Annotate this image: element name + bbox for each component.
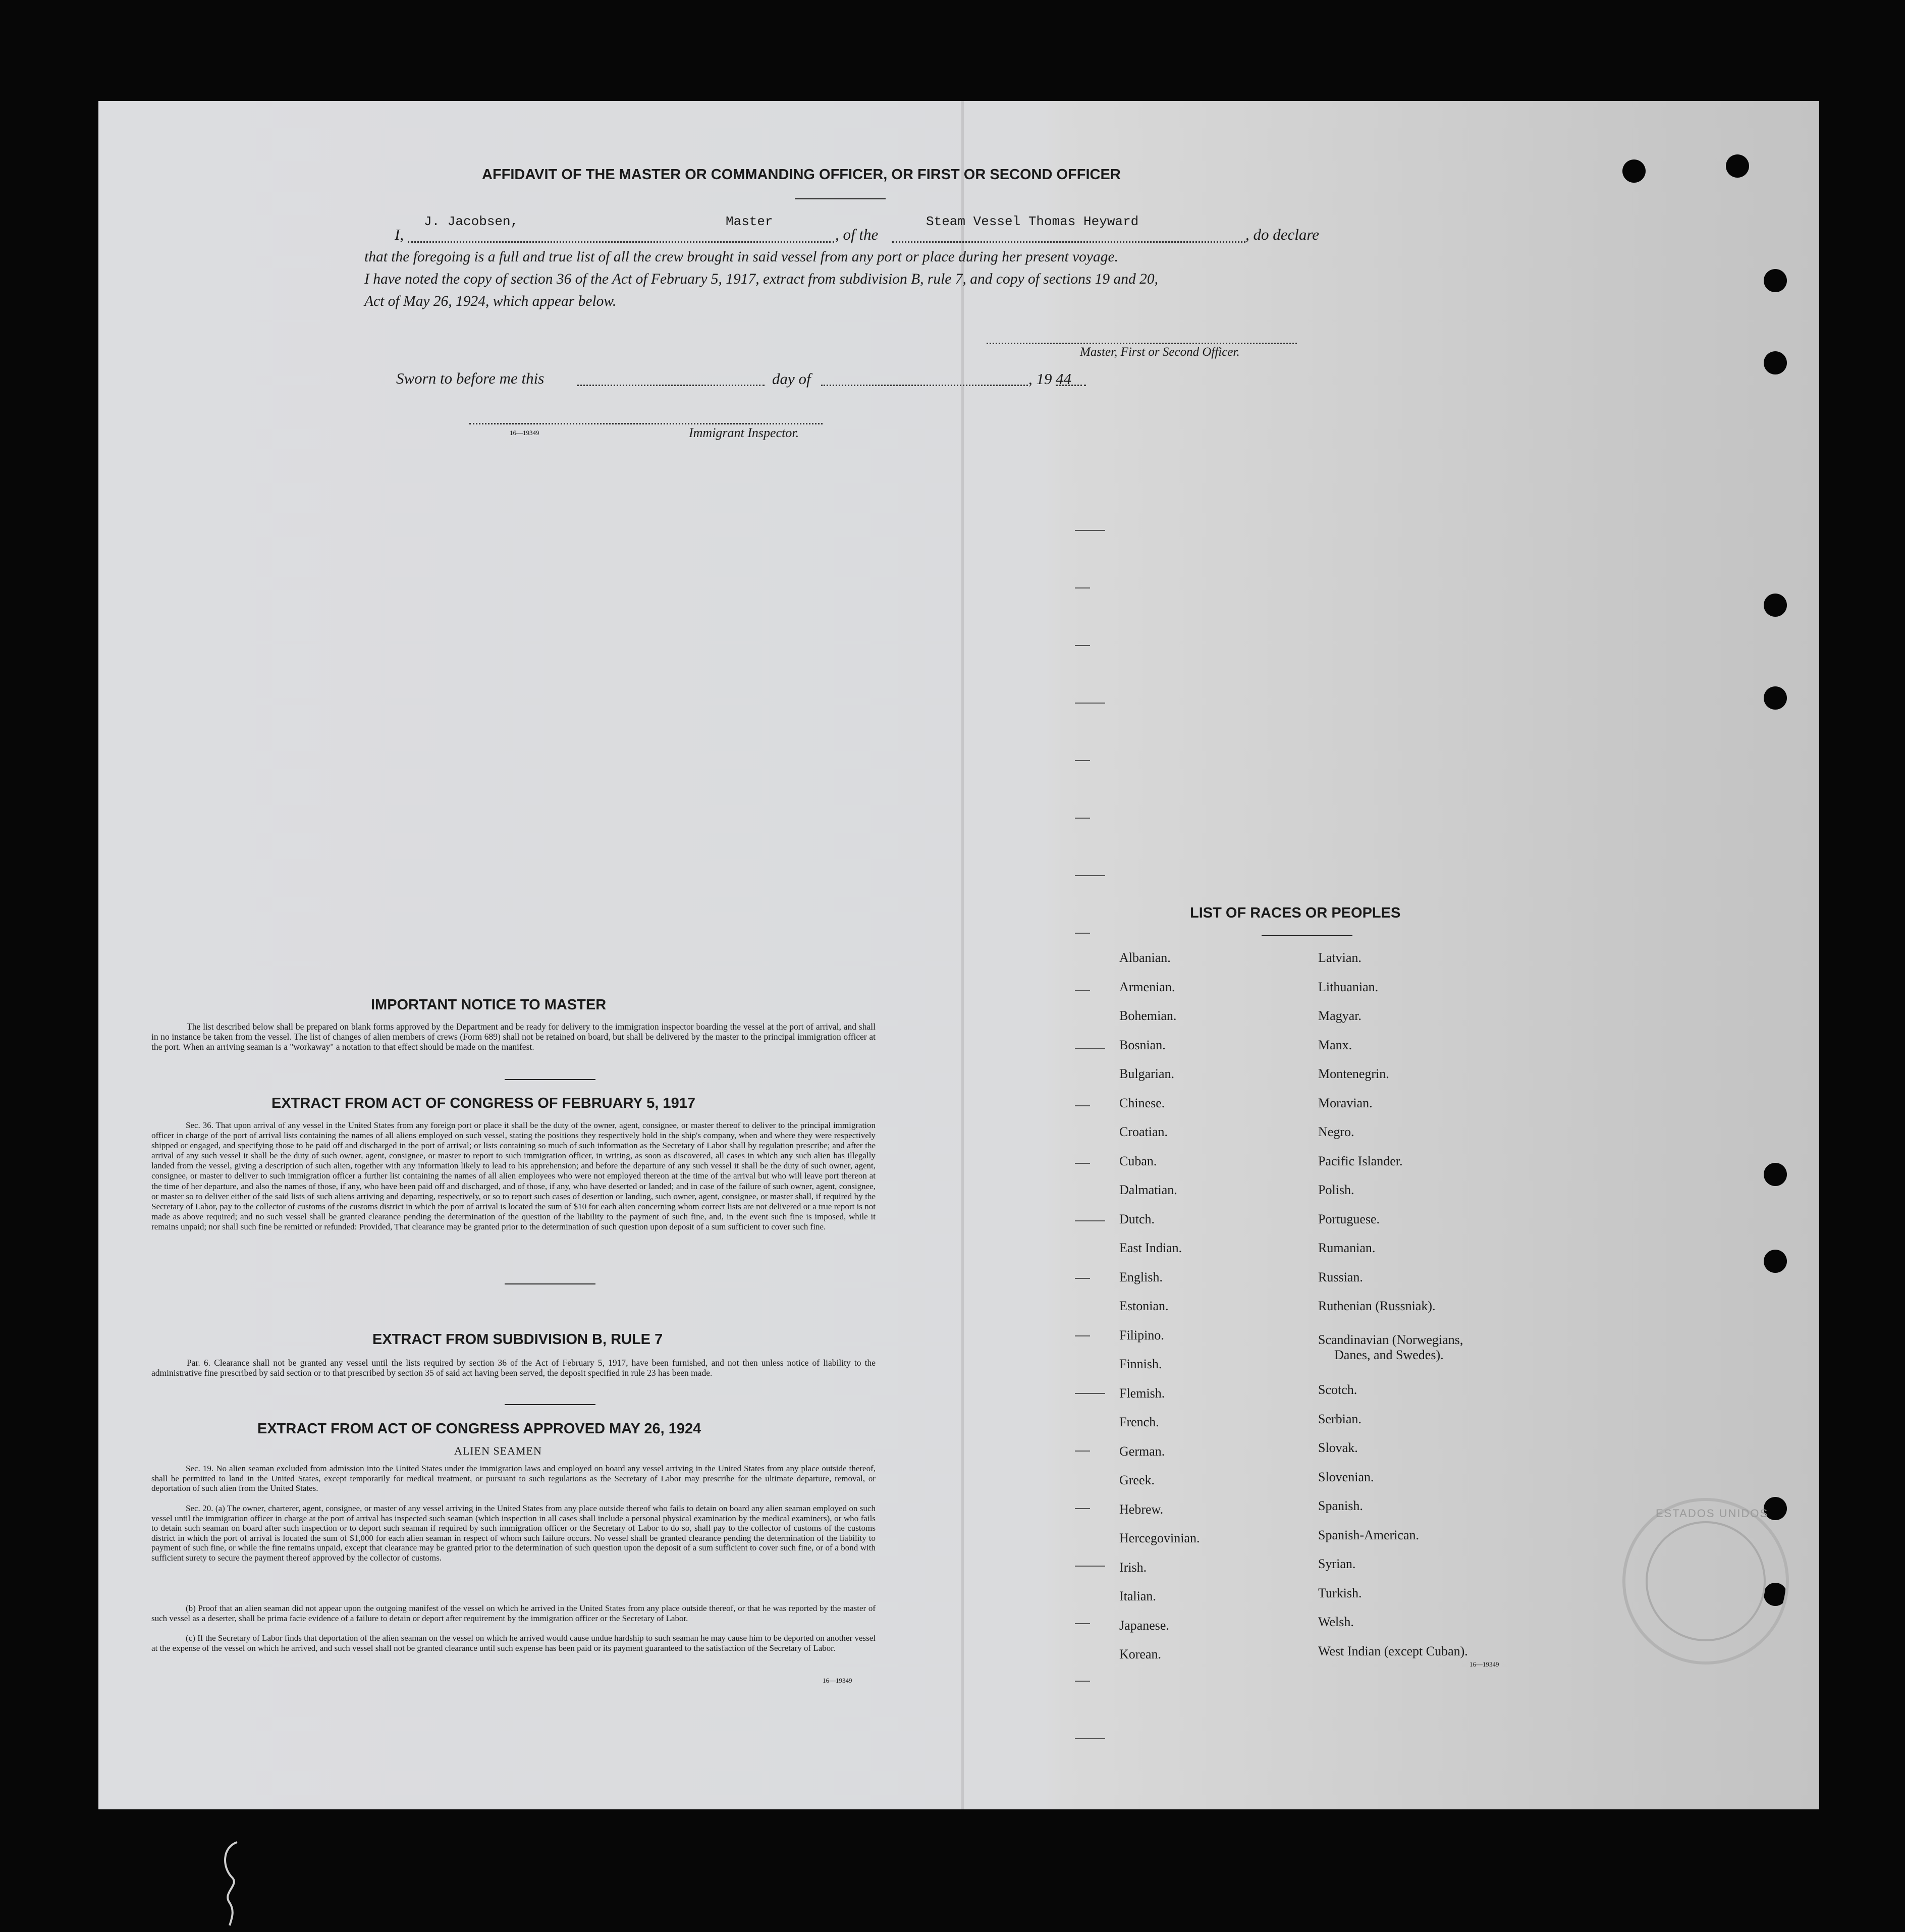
notice-title: IMPORTANT NOTICE TO MASTER bbox=[371, 997, 607, 1013]
extract-1924-title: EXTRACT FROM ACT OF CONGRESS APPROVED MAY 26, 1924 bbox=[257, 1421, 701, 1437]
extract-1924-sec20b: (b) Proof that an alien seaman did not appear upon the outgoing manifest of the vessel on which he arrived in the United States from any place outside thereof, or that he was reported by the master of such vessel as a deserter, shall be prima facie evidence of a failure to detain or deport after requirement by the immigration officer or the Secretary of Labor. bbox=[151, 1603, 876, 1623]
binder-hole bbox=[1764, 1250, 1787, 1273]
race-item: West Indian (except Cuban). bbox=[1318, 1643, 1468, 1658]
margin-tick bbox=[1075, 1278, 1090, 1279]
race-item: Slovak. bbox=[1318, 1440, 1358, 1455]
sworn-day-line bbox=[577, 385, 765, 386]
binder-hole bbox=[1764, 594, 1787, 617]
section-rule bbox=[505, 1079, 595, 1080]
race-item: Bosnian. bbox=[1119, 1037, 1166, 1052]
race-item: Croatian. bbox=[1119, 1124, 1168, 1139]
race-item: Hercegovinian. bbox=[1119, 1531, 1200, 1545]
race-item: Greek. bbox=[1119, 1473, 1155, 1487]
race-item: East Indian. bbox=[1119, 1241, 1182, 1255]
race-item: Ruthenian (Russniak). bbox=[1318, 1299, 1436, 1313]
margin-tick bbox=[1075, 703, 1105, 704]
year-value: 44 bbox=[1056, 370, 1071, 388]
race-item: Moravian. bbox=[1318, 1095, 1373, 1110]
race-item: Estonian. bbox=[1119, 1299, 1169, 1313]
binder-hole bbox=[1622, 159, 1646, 183]
race-item: Armenian. bbox=[1119, 979, 1175, 994]
signature-line bbox=[987, 343, 1297, 344]
year-prefix: , 19 bbox=[1028, 370, 1052, 388]
affidavit-line-2: I have noted the copy of section 36 of the Act of February 5, 1917, extract from subdivision B, rule 7, and copy of sections 19 and 20, bbox=[364, 271, 1159, 287]
race-item: Pacific Islander. bbox=[1318, 1153, 1403, 1168]
margin-tick bbox=[1075, 1393, 1105, 1394]
year-line bbox=[1056, 385, 1086, 386]
race-item: Italian. bbox=[1119, 1589, 1156, 1603]
race-item: Albanian. bbox=[1119, 950, 1171, 965]
name-value: J. Jacobsen, bbox=[424, 214, 519, 229]
race-item: Welsh. bbox=[1318, 1615, 1354, 1629]
form-number: 16—19349 bbox=[1469, 1660, 1499, 1668]
seal-text: ESTADOS UNIDOS bbox=[1656, 1507, 1769, 1520]
margin-tick bbox=[1075, 1681, 1090, 1682]
margin-tick bbox=[1075, 1163, 1090, 1164]
binder-hole bbox=[1764, 686, 1787, 710]
margin-tick bbox=[1075, 645, 1090, 646]
signature-caption: Master, First or Second Officer. bbox=[1080, 345, 1240, 359]
vessel-value: Steam Vessel Thomas Heyward bbox=[926, 214, 1139, 229]
form-number: 16—19349 bbox=[823, 1677, 852, 1684]
margin-tick bbox=[1075, 990, 1090, 991]
race-item: Scandinavian (Norwegians, bbox=[1318, 1332, 1463, 1347]
margin-tick bbox=[1075, 1623, 1090, 1624]
vessel-field-line bbox=[892, 241, 1245, 243]
races-title-rule bbox=[1262, 935, 1352, 936]
affidavit-line-1: that the foregoing is a full and true list of all the crew brought in said vessel from any port or place during her present voyage. bbox=[364, 249, 1118, 265]
embossed-seal bbox=[1622, 1498, 1789, 1665]
race-item: Syrian. bbox=[1318, 1557, 1356, 1571]
race-item: English. bbox=[1119, 1269, 1163, 1284]
race-item: Magyar. bbox=[1318, 1008, 1362, 1023]
race-item: Chinese. bbox=[1119, 1095, 1165, 1110]
margin-tick bbox=[1075, 818, 1090, 819]
race-item: Flemish. bbox=[1119, 1385, 1165, 1401]
race-item: Danes, and Swedes). bbox=[1334, 1348, 1444, 1362]
margin-tick bbox=[1075, 1335, 1090, 1336]
margin-tick bbox=[1075, 1048, 1105, 1049]
i-label: I, bbox=[395, 226, 404, 243]
extract-rule7-title: EXTRACT FROM SUBDIVISION B, RULE 7 bbox=[372, 1331, 663, 1348]
notice-body: The list described below shall be prepared on blank forms approved by the Department and be ready for delivery to the immigration inspector boarding the vessel at the port of arrival, and shall in no instance be taken from the vessel. The list of changes of alien members of crews (Form 689) shall not be retained on board, but shall be delivered by the master to the principal immigration officer at the port. When an arriving seaman is a "workaway" a notation to that effect should be made on the manifest. bbox=[151, 1022, 876, 1052]
extract-1917-body: Sec. 36. That upon arrival of any vessel in the United States from any foreign port or place it shall be the duty of the owner, agent, consignee, or master thereof to deliver to the principal immigration officer in charge of the port of arrival lists containing the names of all aliens employed on such vessel, stating the positions they respectively hold in the ship's company, when and where they were respectively shipped or engaged, and specifying those to be paid off and discharged in the port of arrival; or lists containing so much of such information as the Secretary of Labor shall by regulation prescribe; and after the arrival of any such vessel it shall be the duty of such owner, agent, consignee, or master to report to such immigration officer, in writing, as soon as discovered, all cases in which any such alien has illegally landed from the vessel, giving a description of such alien, together with any information likely to lead to his apprehension; and before the departure of any such vessel it shall be the duty of such owner, agent, consignee, or master to deliver to such immigration officer a further list containing the names of all alien employees who were not employed thereon at the time of the arrival but who will leave port thereon at the time of her departure, and also the names of those, if any, who have been paid off and discharged, and of those, if any, who have deserted or landed; and in case of the failure of such owner, agent, consignee, or master so to deliver either of the said lists of such aliens arriving and departing, respectively, or so to report such cases of desertion or landing, such owner, agent, consignee, or master shall, if required by the Secretary of Labor, pay to the collector of customs of the customs district in which the port of arrival is located the sum of $10 for each alien concerning whom correct lists are not delivered or a true report is not made as above required; and no such vessel shall be granted clearance pending the determination of the question of the liability to the payment of such fine, and, in the event such fine is imposed, while it remains unpaid; nor shall such fine be remitted or refunded: Provided, That clearance may be granted prior to the determination of such question upon deposit of a sum sufficient to cover such fine. bbox=[151, 1120, 876, 1231]
margin-tick bbox=[1075, 1451, 1090, 1452]
margin-tick bbox=[1075, 875, 1105, 876]
extract-1924-sec19: Sec. 19. No alien seaman excluded from admission into the United States under the immigration laws and employed on board any vessel arriving in the United States from any place outside thereof, shall be permitted to land in the United States, except temporarily for medical treatment, or pursuant to such regulations as the Secretary of Labor may prescribe for the ultimate departure, removal, or deportation of such alien from the United States. bbox=[151, 1464, 876, 1493]
margin-tick bbox=[1075, 1508, 1090, 1509]
name-field-line bbox=[408, 241, 834, 243]
race-item: Cuban. bbox=[1119, 1153, 1157, 1168]
seal-inner-ring bbox=[1646, 1521, 1766, 1641]
margin-tick bbox=[1075, 530, 1105, 531]
margin-tick bbox=[1075, 1105, 1090, 1106]
race-item: Manx. bbox=[1318, 1037, 1352, 1052]
race-item: Russian. bbox=[1318, 1269, 1363, 1284]
center-fold bbox=[961, 101, 964, 1809]
alien-seamen-subtitle: ALIEN SEAMEN bbox=[454, 1444, 542, 1457]
margin-tick bbox=[1075, 587, 1090, 588]
races-title: LIST OF RACES OR PEOPLES bbox=[1190, 905, 1401, 921]
race-item: Irish. bbox=[1119, 1560, 1147, 1575]
race-item: Rumanian. bbox=[1318, 1241, 1376, 1255]
race-item: German. bbox=[1119, 1443, 1165, 1459]
race-item: Finnish. bbox=[1119, 1357, 1162, 1371]
race-item: Spanish-American. bbox=[1318, 1527, 1420, 1542]
race-item: Serbian. bbox=[1318, 1411, 1362, 1426]
extract-1917-title: EXTRACT FROM ACT OF CONGRESS OF FEBRUARY 5, 1917 bbox=[271, 1095, 696, 1111]
race-item: Korean. bbox=[1119, 1647, 1162, 1661]
inspector-line bbox=[469, 423, 823, 424]
sworn-label: Sworn to before me this bbox=[396, 369, 545, 387]
section-rule bbox=[505, 1283, 595, 1284]
extract-1924-sec20c: (c) If the Secretary of Labor finds that deportation of the alien seaman on the vessel on which he arrived would cause undue hardship to such seaman he may cause him to be deported on another vessel at the expense of the vessel on which he arrived, and such vessel shall not be granted clearance until such expense has been paid or its payment guaranteed to the satisfaction of the Secretary of Labor. bbox=[151, 1633, 876, 1653]
race-item: Japanese. bbox=[1119, 1618, 1169, 1633]
race-item: Hebrew. bbox=[1119, 1501, 1164, 1517]
affidavit-line-3: Act of May 26, 1924, which appear below. bbox=[364, 293, 617, 309]
margin-tick bbox=[1075, 933, 1090, 934]
section-rule bbox=[505, 1404, 595, 1405]
race-item: Polish. bbox=[1318, 1183, 1354, 1197]
race-item: Bohemian. bbox=[1119, 1008, 1177, 1023]
extract-rule7-body: Par. 6. Clearance shall not be granted any vessel until the lists required by section 36 of the Act of February 5, 1917, have been furnished, and not then unless notice of liability to the administrative fine prescribed by said section or to that prescribed by section 35 of said act having been served, the deposit specified in rule 23 has been made. bbox=[151, 1358, 876, 1378]
race-item: Spanish. bbox=[1318, 1498, 1363, 1513]
extract-1924-sec20a: Sec. 20. (a) The owner, charterer, agent, consignee, or master of any vessel arriving in the United States from any place outside thereof who fails to detain on board any alien seaman employed on such vessel until the immigration officer in charge at the port of arrival has inspected such seaman (which inspection in all cases shall include a personal physical examination by the medical examiners), or who fails to detain such seaman on board after such inspection or to deport such seaman if required by such immigration officer or the Secretary of Labor to do so, shall pay to the collector of customs of the customs district in which the port of arrival is located the sum of $1,000 for each alien seaman in respect of whom such failure occurs. No vessel shall be granted clearance pending the determination of the liability to payment of such fine, or while the fine remains unpaid, except that clearance may be granted prior to the determination of such question upon the deposit of a sum sufficient to cover such fine, or of a bond with sufficient surety to secure the payment thereof approved by the collector of customs. bbox=[151, 1504, 876, 1563]
race-item: Bulgarian. bbox=[1119, 1066, 1175, 1081]
race-item: Latvian. bbox=[1318, 950, 1362, 965]
title-rule bbox=[795, 198, 886, 199]
sworn-month-line bbox=[821, 385, 1028, 386]
margin-tick bbox=[1075, 760, 1090, 761]
race-item: Slovenian. bbox=[1318, 1469, 1374, 1484]
of-the-label: , of the bbox=[835, 226, 879, 243]
form-number: 16—19349 bbox=[510, 429, 539, 437]
race-item: French. bbox=[1119, 1415, 1159, 1429]
pencil-mark bbox=[202, 1837, 262, 1928]
binder-hole bbox=[1764, 351, 1787, 374]
inspector-caption: Immigrant Inspector. bbox=[689, 425, 799, 440]
binder-hole bbox=[1726, 154, 1749, 178]
binder-hole bbox=[1764, 1163, 1787, 1186]
rank-value: Master bbox=[726, 214, 773, 229]
affidavit-title: AFFIDAVIT OF THE MASTER OR COMMANDING OFFICER, OR FIRST OR SECOND OFFICER bbox=[482, 167, 1121, 183]
race-item: Turkish. bbox=[1318, 1585, 1362, 1600]
race-item: Lithuanian. bbox=[1318, 979, 1379, 994]
race-item: Negro. bbox=[1318, 1124, 1354, 1139]
margin-tick bbox=[1075, 1566, 1105, 1567]
race-item: Montenegrin. bbox=[1318, 1066, 1389, 1081]
race-item: Portuguese. bbox=[1318, 1211, 1380, 1226]
race-item: Dalmatian. bbox=[1119, 1183, 1177, 1197]
race-item: Dutch. bbox=[1119, 1211, 1155, 1226]
do-declare-label: , do declare bbox=[1245, 226, 1320, 243]
day-of-label: day of bbox=[772, 370, 811, 388]
race-item: Scotch. bbox=[1318, 1382, 1357, 1397]
margin-tick bbox=[1075, 1738, 1105, 1739]
margin-tick bbox=[1075, 1220, 1105, 1221]
binder-hole bbox=[1764, 269, 1787, 292]
race-item: Filipino. bbox=[1119, 1327, 1164, 1343]
